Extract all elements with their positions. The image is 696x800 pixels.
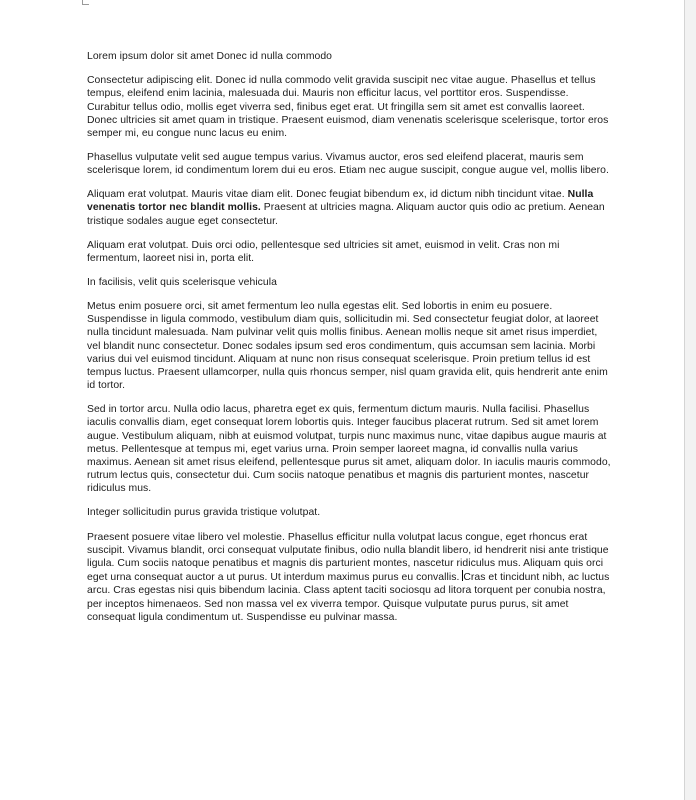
paragraph-7[interactable]: Metus enim posuere orci, sit amet fermentum leo nulla egestas elit. Sed lobortis in enim eu posuere. Suspendisse in ligula commodo, vestibulum diam quis, sollicitudin mi. Sed consectetur feugiat dolor, at laoreet nulla tincidunt malesuada. Nam pulvinar velit quis mollis finibus. Aenean mollis neque sit amet risus imperdiet, vel blandit nunc consectetur. Donec sodales ipsum sed eros condimentum, quis accumsan sem lacinia. Morbi varius dui vel euismod tincidunt. Aliquam at nunc non risus consequat scelerisque. Proin pretium tellus id est tempus luctus. Praesent ullamcorper, nulla quis rhoncus semper, nisl quam gravida elit, quis hendrerit ante enim id tortor. bbox=[87, 301, 608, 392]
document-body[interactable] bbox=[87, 50, 611, 635]
paragraph-8[interactable]: Sed in tortor arcu. Nulla odio lacus, pharetra eget ex quis, fermentum dictum mauris. Nulla facilisi. Phasellus iaculis convallis diam, eget consequat lorem lobortis quis. Integer faucibus placerat rutrum. Sed sit amet lorem augue. Vestibulum aliquam, nibh at euismod volutpat, turpis nunc maximus nunc, vitae dapibus augue mauris at metus. Pellentesque at tempus mi, eget varius urna. Proin semper laoreet magna, id convallis nulla varius maximus. Aenean sit amet risus eleifend, pellentesque purus sit amet, aliquam dolor. In iaculis mauris commodo, rutrum lectus quis, consectetur dui. Cum sociis natoque penatibus et magnis dis parturient montes, nascetur ridiculus mus. bbox=[87, 404, 611, 495]
paragraph-10[interactable] bbox=[87, 531, 611, 624]
paragraph-4[interactable] bbox=[87, 188, 611, 228]
paragraph-1[interactable]: Lorem ipsum dolor sit amet Donec id nulla commodo bbox=[87, 51, 333, 62]
margin-corner-mark bbox=[82, 0, 89, 5]
right-gutter bbox=[685, 0, 696, 800]
paragraph-10-text-start: Praesent posuere vitae libero vel molestie. Phasellus efficitur nulla volutpat lacus congue, eget rhoncus erat suscipit. Vivamus blandit, orci consequat vulputate finibus, odio nulla blandit libero, id hendrerit nisi ante tristique ligula. Cum sociis natoque penatibus et magnis dis parturient montes, nascetur ridiculus mus. Aliquam quis orci eget urna consequat auctor a ut purus. Ut interdum maximus purus eu convallis. bbox=[87, 531, 609, 584]
paragraph-2[interactable]: Consectetur adipiscing elit. Donec id nulla commodo velit gravida suscipit nec vitae augue. Phasellus et tellus tempus, eleifend enim lacinia, malesuada dui. Mauris non efficitur lacus, vel porttitor eros. Suspendisse. Curabitur tellus odio, mollis eget viverra sed, finibus eget erat. Ut fringilla sem sit amet est convallis laoreet. Donec ultricies sit amet quam in tristique. Praesent euismod, diam venenatis scelerisque scelerisque, tortor eros semper mi, eu congue nunc lacus eu enim. bbox=[87, 75, 609, 140]
paragraph-4-text-end: Praesent at ultricies magna. Aliquam auctor quis odio ac pretium. Aenean tristique sodales augue eget consectetur. bbox=[87, 202, 605, 227]
paragraph-4-text-start: Aliquam erat volutpat. Mauris vitae diam elit. Donec feugiat bibendum ex, id dictum nibh tincidunt vitae. bbox=[87, 189, 568, 201]
paragraph-9[interactable]: Integer sollicitudin purus gravida tristique volutpat. bbox=[87, 507, 321, 519]
paragraph-5[interactable]: Aliquam erat volutpat. Duis orci odio, pellentesque sed ultricies sit amet, euismod in velit. Cras non mi fermentum, laoreet nisi in, porta elit. bbox=[87, 239, 560, 264]
paragraph-3[interactable]: Phasellus vulputate velit sed augue tempus varius. Vivamus auctor, eros sed eleifend placerat, mauris sem scelerisque lorem, id condimentum lorem dui eu eros. Etiam nec augue suscipit, congue augue vel, mollis libero. bbox=[87, 152, 609, 177]
paragraph-10-text-end: Cras et tincidunt nibh, ac luctus arcu. Cras egestas nisi quis bibendum lacinia. Class aptent taciti sociosqu ad litora torquent per conubia nostra, per inceptos himenaeos. Sed non massa vel ex viverra tempor. Quisque vulputate purus purus, sit amet consequat ligula condimentum ut. Suspendisse eu pulvinar massa. bbox=[87, 572, 610, 623]
paragraph-4-bold-text: Nulla venenatis tortor nec blandit mollis. bbox=[87, 189, 594, 214]
paragraph-6[interactable]: In facilisis, velit quis scelerisque vehicula bbox=[87, 276, 277, 288]
